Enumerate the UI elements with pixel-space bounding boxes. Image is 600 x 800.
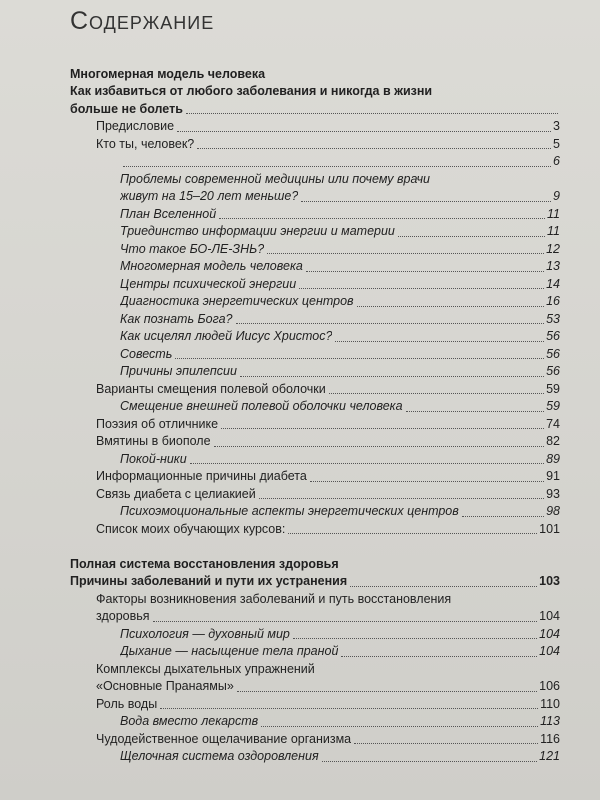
dot-leader [214, 446, 545, 447]
toc-entry-title: Список моих обучающих курсов: [96, 521, 286, 536]
toc-entry [70, 101, 560, 119]
toc-entry-title: Психоэмоциональные аспекты энергетических центров [120, 504, 459, 518]
dot-leader [306, 271, 544, 272]
page-number: 59 [546, 381, 560, 396]
dot-leader [219, 218, 545, 219]
page-number: 3 [553, 119, 560, 133]
page-number: 74 [546, 416, 560, 431]
toc-entry-title: «Основные Пранаямы» [96, 679, 234, 693]
section-heading: Многомерная модель человека [70, 67, 266, 81]
page-number: 93 [546, 486, 560, 501]
toc-entry-title: Информационные причины диабета [96, 469, 307, 483]
toc-entry [70, 363, 560, 381]
toc-entry [70, 713, 560, 731]
page-number: 116 [540, 731, 560, 746]
toc-entry [70, 328, 560, 346]
page-number: 98 [546, 504, 560, 518]
toc-entry-title: Предисловие [96, 119, 175, 133]
toc-entry-title: Как познать Бога? [120, 311, 233, 326]
toc-entry-title: Варианты смещения полевой оболочки [96, 381, 326, 396]
toc-entry-title: Многомерная модель человека [120, 259, 303, 273]
toc-entry [70, 206, 560, 224]
toc-entry [70, 433, 560, 451]
page-number: 16 [546, 294, 560, 308]
dot-leader [197, 148, 551, 149]
dot-leader [341, 656, 537, 657]
dot-leader [175, 358, 544, 359]
dot-leader [322, 761, 538, 762]
toc-entry [70, 241, 560, 259]
toc-entry-title: Как исцелял людей Иисус Христос? [120, 329, 333, 343]
page-number: 82 [546, 434, 560, 448]
page-number: 5 [553, 136, 560, 151]
toc-entry [70, 398, 560, 416]
toc-entry-title: Причины заболеваний и пути их устранения [70, 574, 348, 588]
dot-leader [288, 533, 537, 534]
page-number: 101 [539, 521, 560, 536]
toc-entry-title: Роль воды [96, 696, 158, 711]
toc-entry-line: Комплексы дыхательных упражнений [96, 661, 315, 676]
dot-leader [310, 481, 544, 482]
dot-leader [190, 463, 544, 464]
dot-leader [350, 586, 537, 587]
dot-leader [261, 726, 538, 727]
toc-entry-title: Триединство информации энергии и материи [120, 224, 395, 238]
toc-entry [70, 258, 560, 276]
toc-entry [70, 346, 560, 364]
toc-entry-title: больше не болеть [70, 101, 183, 116]
page-number: 121 [539, 749, 560, 763]
page-number: 113 [540, 714, 560, 728]
toc-entry [70, 696, 560, 714]
toc-entry [70, 223, 560, 241]
toc-entry [70, 521, 560, 539]
toc-entry-title: живут на 15–20 лет меньше? [120, 189, 299, 203]
toc-entry [70, 381, 560, 399]
page-number: 104 [539, 609, 560, 623]
page-number: 14 [546, 276, 560, 291]
page-number: 6 [553, 154, 560, 168]
section-heading: Полная система восстановления здоровья [70, 557, 339, 571]
toc-entry-line: Как избавиться от любого заболевания и никогда в жизни [70, 84, 433, 98]
dot-leader [237, 691, 537, 692]
dot-leader [186, 113, 558, 114]
toc-entry [70, 731, 560, 749]
dot-leader [293, 638, 537, 639]
dot-leader [236, 323, 545, 324]
toc-entry-title: Поэзия об отличнике [96, 416, 219, 431]
toc-entry [70, 311, 560, 329]
toc-entry [70, 293, 560, 311]
dot-leader [267, 253, 544, 254]
toc-entry-title: Связь диабета с целиакией [96, 486, 256, 501]
toc-entry-title: Вмятины в биополе [96, 434, 211, 448]
toc-entry [70, 748, 560, 766]
dot-leader [335, 341, 544, 342]
toc-entry-title: Дыхание — насыщение тела праной [120, 644, 339, 658]
toc-entry-title: Совесть [120, 346, 173, 361]
page-number: 103 [539, 574, 560, 588]
toc-entry [70, 188, 560, 206]
dot-leader [221, 428, 544, 429]
toc-entry [70, 136, 560, 154]
toc-entry-title: Покой-ники [120, 451, 187, 466]
dot-leader [240, 376, 544, 377]
page-number: 104 [539, 644, 560, 658]
toc-entry-title: Психология — духовный мир [120, 626, 290, 641]
toc-entry [70, 276, 560, 294]
dot-leader [354, 743, 538, 744]
toc-entry [70, 416, 560, 434]
toc-entry [70, 573, 560, 591]
toc-entry-title: Щелочная система оздоровления [120, 749, 319, 763]
dot-leader [462, 516, 544, 517]
toc-section [70, 556, 560, 766]
page-number: 11 [547, 224, 560, 238]
dot-leader [153, 621, 538, 622]
toc-entry-title: здоровья [96, 609, 150, 623]
page-number: 56 [546, 346, 560, 361]
dot-leader [259, 498, 544, 499]
toc-entry-title: План Вселенной [120, 206, 217, 221]
page-number: 89 [546, 451, 560, 466]
toc-entry [70, 468, 560, 486]
toc-entry-title: Центры психической энергии [120, 276, 297, 291]
toc-entry-line: Проблемы современной медицины или почему врачи [120, 171, 430, 186]
toc-entry [70, 503, 560, 521]
page-number: 91 [546, 469, 560, 483]
dot-leader [406, 411, 545, 412]
page-number: 110 [540, 696, 560, 711]
toc-entry-title: Чудодейственное ощелачивание организма [96, 731, 352, 746]
page-title: Содержание [70, 7, 215, 35]
toc-entry [70, 153, 560, 171]
dot-leader [123, 166, 551, 167]
page-number: 9 [553, 189, 560, 203]
dot-leader [357, 306, 545, 307]
page-number: 13 [546, 259, 560, 273]
toc-entry-title: Диагностика энергетических центров [120, 294, 354, 308]
page-number: 56 [546, 329, 560, 343]
toc-entry-title: Что такое БО-ЛЕ-ЗНЬ? [120, 241, 265, 256]
page-number: 53 [546, 311, 560, 326]
page-number: 12 [546, 241, 560, 256]
toc-entry-line: Факторы возникновения заболеваний и путь восстановления [96, 591, 452, 606]
page-number: 104 [539, 626, 560, 641]
dot-leader [301, 201, 551, 202]
toc-entry [70, 678, 560, 696]
toc-entry [70, 451, 560, 469]
toc-section [70, 66, 560, 538]
toc-entry-title: Причины эпилепсии [120, 364, 237, 378]
toc-entry-title: Смещение внешней полевой оболочки человека [120, 399, 403, 413]
dot-leader [160, 708, 538, 709]
table-of-contents [70, 66, 560, 766]
page-number: 106 [539, 679, 560, 693]
dot-leader [329, 393, 544, 394]
toc-entry [70, 608, 560, 626]
toc-entry [70, 118, 560, 136]
toc-entry [70, 643, 560, 661]
toc-entry-title: Вода вместо лекарств [120, 714, 259, 728]
page-number: 11 [547, 206, 560, 221]
toc-entry [70, 486, 560, 504]
page-number: 59 [546, 399, 560, 413]
page-number: 56 [546, 364, 560, 378]
toc-entry-title: Кто ты, человек? [96, 136, 195, 151]
toc-entry [70, 626, 560, 644]
dot-leader [299, 288, 544, 289]
dot-leader [177, 131, 551, 132]
dot-leader [398, 236, 545, 237]
